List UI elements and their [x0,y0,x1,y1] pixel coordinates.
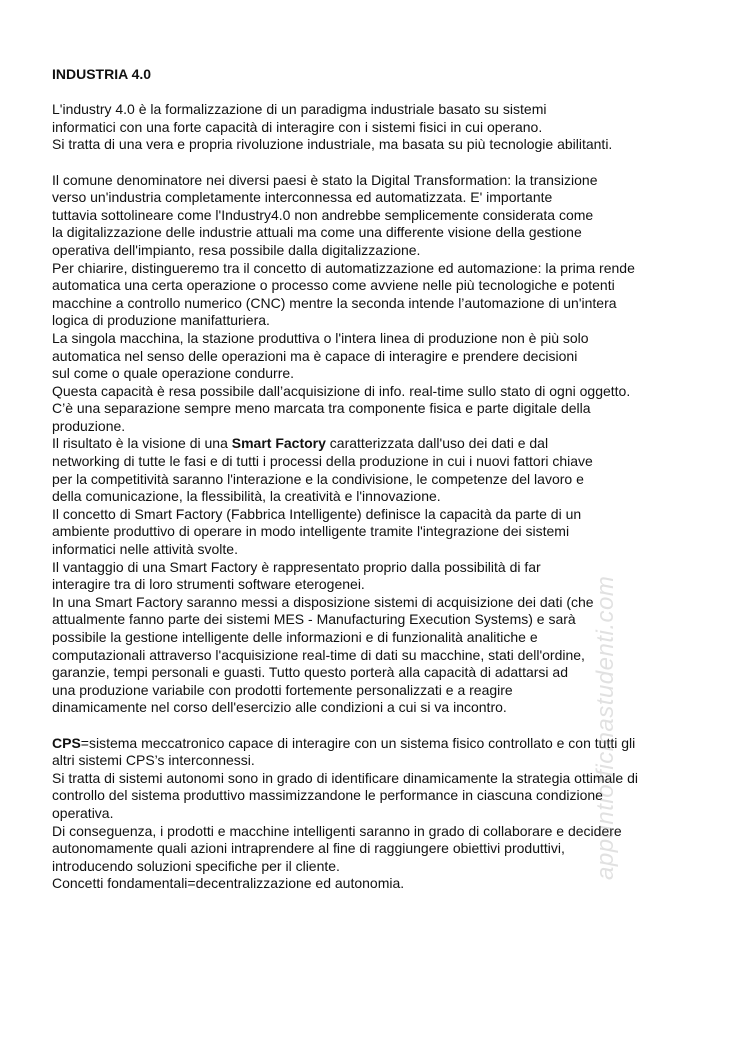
text-line: automatica una certa operazione o processo come avviene nelle più tecnologiche e potenti [52,277,615,294]
text-segment: =sistema meccatronico capace di interagire con un sistema fisico controllato e con tutti gli [80,734,636,751]
text-line: introducendo soluzioni specifiche per il cliente. [52,857,340,874]
text-line: la digitalizzazione delle industrie attuali ma come una differente visione della gestione [52,224,582,241]
text-line: garanzie, tempi personali e guasti. Tutto questo porterà alla capacità di adattarsi ad [52,664,568,681]
text-line: C’è una separazione sempre meno marcata tra componente fisica e parte digitale della [52,400,591,417]
text-line: Di conseguenza, i prodotti e macchine intelligenti saranno in grado di collaborare e decidere [52,822,622,839]
text-segment: caratterizzata dall'uso dei dati e dal [325,435,549,452]
smart-factory-term: Smart Factory [231,435,326,452]
watermark-text: appuntiofficinastudenti.com [592,575,619,880]
text-line: tuttavia sottolineare come l'Industry4.0 non andrebbe semplicemente considerata come [52,206,594,223]
text-line: operativa dell'impianto, resa possibile dalla digitalizzazione. [52,241,421,258]
text-line: La singola macchina, la stazione produttiva o l'intera linea di produzione non è più solo [52,329,589,346]
text-line: Concetti fondamentali=decentralizzazione ed autonomia. [52,875,405,892]
text-line: attualmente fanno parte dei sistemi MES - Manufacturing Execution Systems) e sarà [52,611,576,628]
text-line: L'industry 4.0 è la formalizzazione di un paradigma industriale basato su sistemi [52,101,547,118]
text-line: Per chiarire, distingueremo tra il concetto di automatizzazione ed automazione: la prima rende [52,259,635,276]
text-line: Il vantaggio di una Smart Factory è rappresentato proprio dalla possibilità di far [52,558,541,575]
text-line: una produzione variabile con prodotti fortemente personalizzati e a reagire [52,681,513,698]
text-line: autonomamente quali azioni intraprendere al fine di raggiungere obiettivi produttivi, [52,840,565,857]
smart-factory-line [52,435,702,453]
text-segment: Il risultato è la visione di una [52,435,232,452]
text-line: In una Smart Factory saranno messi a disposizione sistemi di acquisizione dei dati (che [52,593,594,610]
paragraph-digital-transformation [52,172,702,436]
spacer [52,154,702,172]
text-line: della comunicazione, la flessibilità, la creatività e l'innovazione. [52,488,441,505]
text-line: possibile la gestione intelligente delle informazioni e di funzionalità analitiche e [52,629,538,645]
text-line: Il concetto di Smart Factory (Fabbrica Intelligente) definisce la capacità da parte di un [52,505,582,522]
text-line: altri sistemi CPS’s interconnessi. [52,752,255,769]
spacer [52,84,702,102]
text-line: logica di produzione manifatturiera. [52,312,270,329]
text-line: ambiente produttivo di operare in modo intelligente tramite l'integrazione dei sistemi [52,523,570,540]
text-line: dinamicamente nel corso dell'esercizio alle condizioni a cui si va incontro. [52,699,507,716]
text-line: Si tratta di sistemi autonomi sono in grado di identificare dinamicamente la strategia ottimale di [52,769,638,786]
document-title: INDUSTRIA 4.0 [52,66,152,82]
text-line: informatici con una forte capacità di interagire con i sistemi fisici in cui operano. [52,118,543,135]
text-line: networking di tutte le fasi e di tutti i processi della produzione in cui i nuovi fattori chiave [52,453,593,470]
text-line: Si tratta di una vera e propria rivoluzione industriale, ma basata su più tecnologie abilitanti. [52,136,613,153]
text-line: sul come o quale operazione condurre. [52,365,295,382]
text-line: Il comune denominatore nei diversi paesi è stato la Digital Transformation: la transizione [52,171,598,188]
text-line: interagire tra di loro strumenti software eterogenei. [52,576,365,593]
text-line: computazionali attraverso l'acquisizione real-time di dati su macchine, stati dell'ordine, [52,646,585,663]
text-line: controllo del sistema produttivo massimizzandone le performance in ciascuna condizione [52,787,603,804]
text-line: operativa. [52,804,114,821]
text-line: macchine a controllo numerico (CNC) mentre la seconda intende l’automazione di un'intera [52,294,617,311]
text-line: verso un'industria completamente interconnessa ed automatizzata. E' importante [52,189,553,206]
text-line: per la competitività saranno l'interazione e la condivisione, le competenze del lavoro e [52,470,584,487]
text-line: Questa capacità è resa possibile dall’acquisizione di info. real-time sullo stato di ogni oggetto. [52,382,631,399]
paragraph-intro [52,101,702,154]
text-line: automatica nel senso delle operazioni ma è capace di interagire e prendere decisioni [52,347,578,364]
text-line: informatici nelle attività svolte. [52,541,238,558]
cps-term: CPS [52,734,81,751]
text-line: produzione. [52,417,126,434]
